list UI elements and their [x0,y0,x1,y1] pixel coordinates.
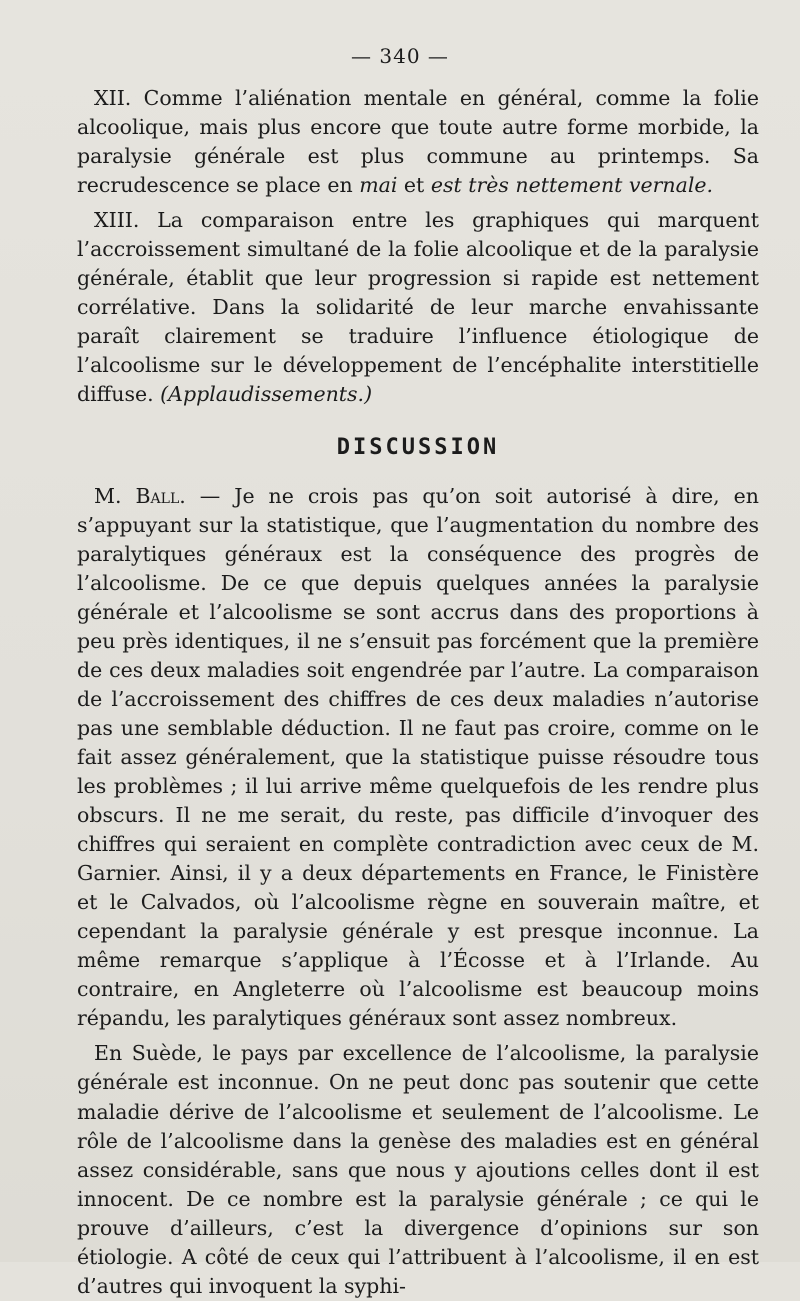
speaker-name: Ball. [135,483,186,508]
applause-note: (Applaudissements.) [160,382,373,407]
section-xii-emphasis-conclusion: est très nettement vernale. [430,173,714,198]
section-xiii-paragraph [77,206,759,409]
section-xii-connector: et [397,173,431,198]
ball-paragraph [77,482,759,1034]
sweden-paragraph-text: En Suède, le pays par excellence de l’alcoolisme, la paralysie générale est inconnue. On ne peut donc pas soutenir que cette maladie dérive de l’alcoolisme et seulement de l’alcoolisme. Le rôle de l’alcoolisme dans la genèse des maladies est en général assez considérable, sans que nous y ajoutions celles dont il est innocent. De ce nombre est la paralysie générale ; ce qui le prouve d’ailleurs, c’est la divergence d’opinions sur son étiologie. A côté de ceux qui l’attribuent à l’alcoolisme, il en est d’autres qui invoquent la syphi- [77,1041,759,1298]
speaker-prefix: M. [94,483,136,508]
ball-paragraph-text: — Je ne crois pas qu’on soit autorisé à dire, en s’appuyant sur la statistique, que l’augmentation du nombre des paralytiques généraux est la conséquence des progrès de l’alcoolisme. De ce que depuis quelques années la paralysie générale et l’alcoolisme se sont accrus dans des proportions à peu près identiques, il ne s’ensuit pas forcément que la première de ces deux maladies soit engendrée par l’autre. La comparaison de l’accroissement des chiffres de ces deux maladies n’autorise pas une semblable déduction. Il ne faut pas croire, comme on le fait assez généralement, que la statistique puisse résoudre tous les problèmes ; il lui arrive même quelquefois de les rendre plus obscurs. Il ne me serait, du reste, pas difficile d’invoquer des chiffres qui seraient en complète contradiction avec ceux de M. Garnier. Ainsi, il y a deux départements en France, le Finistère et le Calvados, où l’alcoolisme règne en souverain maître, et cependant la paralysie générale y est presque inconnue. La même remarque s’applique à l’Écosse et à l’Irlande. Au contraire, en Angleterre où l’alcoolisme est beaucoup moins répandu, les paralytiques généraux sont assez nombreux. [77,483,759,1031]
page-body [77,84,759,1301]
discussion-heading: DISCUSSION [336,434,500,460]
section-xii-emphasis-month: mai [359,173,398,198]
section-xii-paragraph [77,84,759,200]
page-number: — 340 — [351,44,449,68]
section-xii-text: XII. Comme l’aliénation mentale en général, comme la folie alcoolique, mais plus encore que toute autre forme morbide, la paralysie générale est plus commune au printemps. Sa recrudescence se place en [77,86,759,198]
section-xiii-text: XIII. La comparaison entre les graphiques qui marquent l’accroissement simultané de la folie alcoolique et de la paralysie générale, établit que leur progression si rapide est nettement corrélative. Dans la solidarité de leur marche envahissante paraît clairement se traduire l’influence étiologique de l’alcoolisme sur le développement de l’encéphalite interstitielle diffuse. [77,208,759,407]
